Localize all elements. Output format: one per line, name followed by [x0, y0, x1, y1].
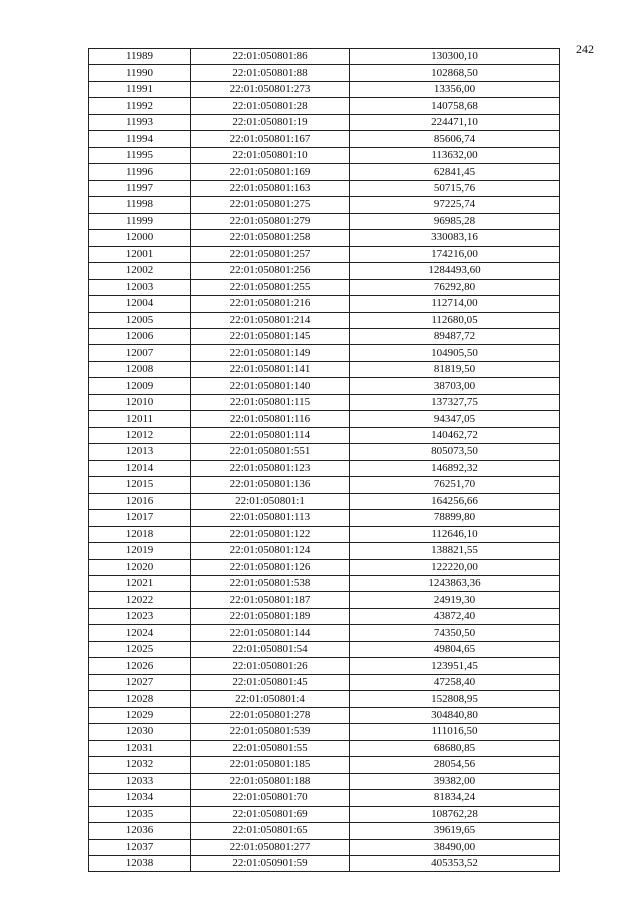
cadastral-number-cell: 22:01:050801:88 [191, 65, 350, 81]
table-row [89, 411, 560, 427]
value-cell: 49804,65 [350, 641, 560, 657]
table-row [89, 608, 560, 624]
record-number-cell: 12030 [89, 724, 191, 740]
table-row [89, 773, 560, 789]
record-number-cell: 12011 [89, 411, 191, 427]
value-cell: 13356,00 [350, 81, 560, 97]
table-row [89, 279, 560, 295]
value-cell: 111016,50 [350, 724, 560, 740]
cadastral-number-cell: 22:01:050801:126 [191, 559, 350, 575]
record-number-cell: 12019 [89, 543, 191, 559]
table-row [89, 740, 560, 756]
cadastral-number-cell: 22:01:050801:216 [191, 296, 350, 312]
table-row [89, 180, 560, 196]
value-cell: 112646,10 [350, 526, 560, 542]
value-cell: 38490,00 [350, 839, 560, 855]
table-row [89, 147, 560, 163]
record-number-cell: 12036 [89, 823, 191, 839]
value-cell: 102868,50 [350, 65, 560, 81]
table-row [89, 296, 560, 312]
value-cell: 94347,05 [350, 411, 560, 427]
registry-table-body [89, 49, 560, 872]
table-row [89, 543, 560, 559]
cadastral-number-cell: 22:01:050801:539 [191, 724, 350, 740]
cadastral-number-cell: 22:01:050801:1 [191, 493, 350, 509]
record-number-cell: 11992 [89, 98, 191, 114]
value-cell: 112714,00 [350, 296, 560, 312]
cadastral-number-cell: 22:01:050801:26 [191, 658, 350, 674]
table-row [89, 328, 560, 344]
table-row [89, 361, 560, 377]
value-cell: 140758,68 [350, 98, 560, 114]
value-cell: 112680,05 [350, 312, 560, 328]
table-row [89, 839, 560, 855]
record-number-cell: 11994 [89, 131, 191, 147]
record-number-cell: 12032 [89, 757, 191, 773]
cadastral-number-cell: 22:01:050801:65 [191, 823, 350, 839]
cadastral-number-cell: 22:01:050801:149 [191, 345, 350, 361]
cadastral-number-cell: 22:01:050801:54 [191, 641, 350, 657]
cadastral-number-cell: 22:01:050801:275 [191, 197, 350, 213]
value-cell: 43872,40 [350, 608, 560, 624]
value-cell: 130300,10 [350, 49, 560, 65]
cadastral-number-cell: 22:01:050801:167 [191, 131, 350, 147]
value-cell: 164256,66 [350, 493, 560, 509]
record-number-cell: 12001 [89, 246, 191, 262]
cadastral-number-cell: 22:01:050801:278 [191, 707, 350, 723]
record-number-cell: 11997 [89, 180, 191, 196]
record-number-cell: 12034 [89, 790, 191, 806]
table-row [89, 460, 560, 476]
cadastral-number-cell: 22:01:050801:256 [191, 263, 350, 279]
record-number-cell: 12012 [89, 427, 191, 443]
record-number-cell: 12010 [89, 394, 191, 410]
table-row [89, 724, 560, 740]
value-cell: 76292,80 [350, 279, 560, 295]
cadastral-number-cell: 22:01:050801:114 [191, 427, 350, 443]
cadastral-number-cell: 22:01:050801:277 [191, 839, 350, 855]
value-cell: 405353,52 [350, 855, 560, 871]
value-cell: 50715,76 [350, 180, 560, 196]
record-number-cell: 12009 [89, 378, 191, 394]
table-row [89, 114, 560, 130]
value-cell: 330083,16 [350, 230, 560, 246]
value-cell: 1243863,36 [350, 576, 560, 592]
value-cell: 62841,45 [350, 164, 560, 180]
record-number-cell: 12022 [89, 592, 191, 608]
registry-table [88, 48, 560, 872]
record-number-cell: 12031 [89, 740, 191, 756]
record-number-cell: 12024 [89, 625, 191, 641]
cadastral-number-cell: 22:01:050801:124 [191, 543, 350, 559]
value-cell: 104905,50 [350, 345, 560, 361]
cadastral-number-cell: 22:01:050801:185 [191, 757, 350, 773]
value-cell: 39619,65 [350, 823, 560, 839]
value-cell: 146892,32 [350, 460, 560, 476]
table-row [89, 493, 560, 509]
table-row [89, 230, 560, 246]
record-number-cell: 12026 [89, 658, 191, 674]
table-row [89, 345, 560, 361]
value-cell: 138821,55 [350, 543, 560, 559]
table-row [89, 427, 560, 443]
table-row [89, 592, 560, 608]
record-number-cell: 12002 [89, 263, 191, 279]
value-cell: 76251,70 [350, 477, 560, 493]
record-number-cell: 12023 [89, 608, 191, 624]
cadastral-number-cell: 22:01:050801:115 [191, 394, 350, 410]
cadastral-number-cell: 22:01:050801:69 [191, 806, 350, 822]
record-number-cell: 11996 [89, 164, 191, 180]
cadastral-number-cell: 22:01:050801:145 [191, 328, 350, 344]
table-row [89, 65, 560, 81]
record-number-cell: 11993 [89, 114, 191, 130]
table-row [89, 559, 560, 575]
cadastral-number-cell: 22:01:050801:55 [191, 740, 350, 756]
table-row [89, 263, 560, 279]
table-row [89, 625, 560, 641]
cadastral-number-cell: 22:01:050801:189 [191, 608, 350, 624]
table-row [89, 246, 560, 262]
value-cell: 174216,00 [350, 246, 560, 262]
cadastral-number-cell: 22:01:050801:257 [191, 246, 350, 262]
record-number-cell: 11991 [89, 81, 191, 97]
record-number-cell: 12005 [89, 312, 191, 328]
table-row [89, 98, 560, 114]
cadastral-number-cell: 22:01:050801:187 [191, 592, 350, 608]
record-number-cell: 12021 [89, 576, 191, 592]
table-row [89, 576, 560, 592]
table-row [89, 526, 560, 542]
value-cell: 78899,80 [350, 510, 560, 526]
cadastral-number-cell: 22:01:050801:122 [191, 526, 350, 542]
record-number-cell: 12004 [89, 296, 191, 312]
cadastral-number-cell: 22:01:050801:188 [191, 773, 350, 789]
table-row [89, 674, 560, 690]
value-cell: 1284493,60 [350, 263, 560, 279]
record-number-cell: 12025 [89, 641, 191, 657]
cadastral-number-cell: 22:01:050801:28 [191, 98, 350, 114]
value-cell: 68680,85 [350, 740, 560, 756]
table-row [89, 658, 560, 674]
value-cell: 304840,80 [350, 707, 560, 723]
record-number-cell: 11998 [89, 197, 191, 213]
table-row [89, 823, 560, 839]
cadastral-number-cell: 22:01:050801:70 [191, 790, 350, 806]
cadastral-number-cell: 22:01:050801:136 [191, 477, 350, 493]
table-row [89, 213, 560, 229]
value-cell: 38703,00 [350, 378, 560, 394]
record-number-cell: 12008 [89, 361, 191, 377]
value-cell: 97225,74 [350, 197, 560, 213]
value-cell: 39382,00 [350, 773, 560, 789]
value-cell: 85606,74 [350, 131, 560, 147]
value-cell: 96985,28 [350, 213, 560, 229]
cadastral-number-cell: 22:01:050801:4 [191, 691, 350, 707]
cadastral-number-cell: 22:01:050801:86 [191, 49, 350, 65]
value-cell: 140462,72 [350, 427, 560, 443]
table-row [89, 855, 560, 871]
table-row [89, 510, 560, 526]
table-row [89, 806, 560, 822]
value-cell: 224471,10 [350, 114, 560, 130]
record-number-cell: 12038 [89, 855, 191, 871]
table-row [89, 49, 560, 65]
value-cell: 89487,72 [350, 328, 560, 344]
record-number-cell: 12015 [89, 477, 191, 493]
record-number-cell: 12033 [89, 773, 191, 789]
cadastral-number-cell: 22:01:050801:255 [191, 279, 350, 295]
cadastral-number-cell: 22:01:050801:144 [191, 625, 350, 641]
table-row [89, 641, 560, 657]
table-row [89, 790, 560, 806]
cadastral-number-cell: 22:01:050801:113 [191, 510, 350, 526]
cadastral-number-cell: 22:01:050801:214 [191, 312, 350, 328]
cadastral-number-cell: 22:01:050801:551 [191, 444, 350, 460]
value-cell: 805073,50 [350, 444, 560, 460]
value-cell: 81819,50 [350, 361, 560, 377]
record-number-cell: 12018 [89, 526, 191, 542]
cadastral-number-cell: 22:01:050801:538 [191, 576, 350, 592]
record-number-cell: 12007 [89, 345, 191, 361]
cadastral-number-cell: 22:01:050801:45 [191, 674, 350, 690]
cadastral-number-cell: 22:01:050801:19 [191, 114, 350, 130]
cadastral-number-cell: 22:01:050801:123 [191, 460, 350, 476]
value-cell: 28054,56 [350, 757, 560, 773]
value-cell: 137327,75 [350, 394, 560, 410]
cadastral-number-cell: 22:01:050801:258 [191, 230, 350, 246]
record-number-cell: 12013 [89, 444, 191, 460]
cadastral-number-cell: 22:01:050801:10 [191, 147, 350, 163]
record-number-cell: 12029 [89, 707, 191, 723]
table-row [89, 312, 560, 328]
cadastral-number-cell: 22:01:050801:169 [191, 164, 350, 180]
cadastral-number-cell: 22:01:050801:163 [191, 180, 350, 196]
record-number-cell: 12020 [89, 559, 191, 575]
cadastral-number-cell: 22:01:050801:141 [191, 361, 350, 377]
record-number-cell: 11989 [89, 49, 191, 65]
table-row [89, 691, 560, 707]
record-number-cell: 12017 [89, 510, 191, 526]
value-cell: 47258,40 [350, 674, 560, 690]
record-number-cell: 11995 [89, 147, 191, 163]
table-row [89, 378, 560, 394]
table-row [89, 394, 560, 410]
table-row [89, 757, 560, 773]
record-number-cell: 12006 [89, 328, 191, 344]
page-number: 242 [576, 42, 594, 56]
record-number-cell: 12014 [89, 460, 191, 476]
record-number-cell: 12037 [89, 839, 191, 855]
table-row [89, 81, 560, 97]
record-number-cell: 12027 [89, 674, 191, 690]
value-cell: 113632,00 [350, 147, 560, 163]
value-cell: 152808,95 [350, 691, 560, 707]
record-number-cell: 11999 [89, 213, 191, 229]
cadastral-number-cell: 22:01:050801:116 [191, 411, 350, 427]
record-number-cell: 12000 [89, 230, 191, 246]
value-cell: 108762,28 [350, 806, 560, 822]
table-row [89, 707, 560, 723]
cadastral-number-cell: 22:01:050801:279 [191, 213, 350, 229]
record-number-cell: 11990 [89, 65, 191, 81]
record-number-cell: 12028 [89, 691, 191, 707]
value-cell: 122220,00 [350, 559, 560, 575]
record-number-cell: 12016 [89, 493, 191, 509]
value-cell: 24919,30 [350, 592, 560, 608]
table-row [89, 477, 560, 493]
value-cell: 81834,24 [350, 790, 560, 806]
record-number-cell: 12003 [89, 279, 191, 295]
table-row [89, 444, 560, 460]
value-cell: 123951,45 [350, 658, 560, 674]
cadastral-number-cell: 22:01:050801:273 [191, 81, 350, 97]
table-row [89, 197, 560, 213]
cadastral-number-cell: 22:01:050801:140 [191, 378, 350, 394]
cadastral-number-cell: 22:01:050901:59 [191, 855, 350, 871]
record-number-cell: 12035 [89, 806, 191, 822]
table-row [89, 131, 560, 147]
value-cell: 74350,50 [350, 625, 560, 641]
table-row [89, 164, 560, 180]
